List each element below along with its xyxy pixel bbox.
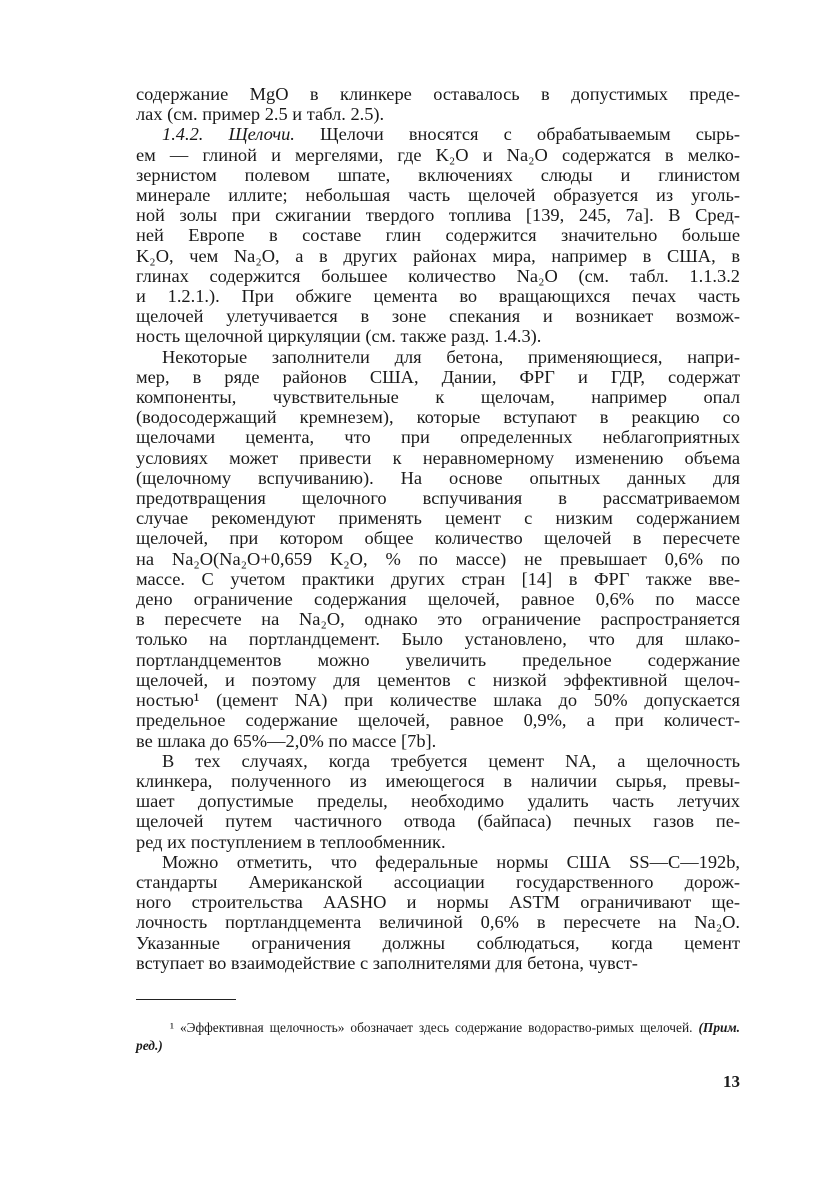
paragraph — [136, 751, 740, 852]
text-line — [136, 266, 740, 286]
text-line — [136, 407, 740, 427]
line-text: массе. С учетом практики других стран [14] в ФРГ также вве- — [136, 568, 740, 589]
line-text: стандарты Американской ассоциации государственного дорож- — [136, 871, 740, 892]
text-line — [136, 84, 740, 104]
text-line — [136, 326, 740, 346]
line-text: глинах содержится большее количество Na₂O (см. табл. 1.1.3.2 — [136, 265, 740, 286]
text-line — [136, 751, 740, 771]
footnote — [136, 1019, 740, 1055]
text-line — [136, 609, 740, 629]
line-text: Можно отметить, что федеральные нормы США SS—C—192b, — [162, 851, 740, 872]
text-line — [136, 367, 740, 387]
line-text: только на портландцемент. Было установлено, что для шлако- — [136, 629, 740, 650]
text-line — [136, 508, 740, 528]
line-text: зернистом полевом шпате, включениях слюды и глинистом — [136, 164, 740, 185]
text-line — [136, 569, 740, 589]
line-text: предотвращения щелочного вспучивания в рассматриваемом — [136, 488, 740, 509]
line-text: вступает во взаимодействие с заполнителями для бетона, чувст- — [136, 952, 638, 973]
text-line — [136, 145, 740, 165]
text-line — [136, 771, 740, 791]
line-text: Щелочи вносятся с обрабатываемым сырь- — [294, 124, 740, 145]
footnote-marker: ¹ — [170, 1020, 175, 1035]
text-line — [136, 306, 740, 326]
line-text: портландцементов можно увеличить предельное содержание — [136, 649, 740, 670]
footnote-text: «Эффективная щелочность» обозначает здесь содержание водораство-римых щелочей. — [179, 1020, 699, 1035]
text-line — [136, 347, 740, 367]
text-line — [136, 124, 740, 144]
text-line — [136, 791, 740, 811]
text-line — [136, 953, 740, 973]
text-line — [136, 488, 740, 508]
line-text: ве шлака до 65%—2,0% по массе [7b]. — [136, 730, 437, 751]
body-text — [136, 84, 740, 973]
line-text: щелочей, при котором общее количество щелочей в пересчете — [136, 528, 740, 549]
line-text: Указанные ограничения должны соблюдаться, когда цемент — [136, 932, 740, 953]
line-text: шает допустимые пределы, необходимо удалить часть летучих — [136, 791, 740, 812]
text-line — [136, 286, 740, 306]
paragraph — [136, 84, 740, 124]
text-line — [136, 528, 740, 548]
text-line — [136, 811, 740, 831]
text-line — [136, 731, 740, 751]
page-number: 13 — [723, 1072, 740, 1091]
line-text: щелочей улетучивается в зоне спекания и возникает возмож- — [136, 306, 740, 327]
line-text: клинкера, полученного из имеющегося в наличии сырья, превы- — [136, 770, 740, 791]
line-text: содержание MgO в клинкере оставалось в допустимых преде- — [136, 84, 740, 104]
line-text: и 1.2.1.). При обжиге цемента во вращающихся печах часть — [136, 286, 740, 307]
line-text: ней Европе в составе глин содержится значительно больше — [136, 225, 740, 246]
text-line — [136, 933, 740, 953]
line-text: (водосодержащий кремнезем), которые вступают в реакцию со — [136, 407, 740, 428]
line-text: ного строительства AASHO и нормы ASTM ограничивают ще- — [136, 892, 740, 913]
line-text: ред их поступлением в теплообменник. — [136, 831, 446, 852]
text-line — [136, 549, 740, 569]
line-text: ем — глиной и мергелями, где K₂O и Na₂O содержатся в мелко- — [136, 144, 740, 165]
text-line — [136, 246, 740, 266]
footnote-editor-note: (Прим. ред.) — [136, 1020, 740, 1053]
paragraph — [136, 852, 740, 973]
line-text: ность щелочной циркуляции (см. также разд. 1.4.3). — [136, 326, 542, 347]
text-line — [136, 448, 740, 468]
line-text: K₂O, чем Na₂O, а в других районах мира, например в США, в — [136, 245, 740, 266]
paragraph — [136, 124, 740, 346]
text-line — [136, 468, 740, 488]
text-line — [136, 892, 740, 912]
text-line — [136, 205, 740, 225]
text-line — [136, 427, 740, 447]
line-text: лочность портландцемента величиной 0,6% в пересчете на Na₂O. — [136, 912, 740, 933]
line-text: ной золы при сжигании твердого топлива [139, 245, 7а]. В Сред- — [136, 205, 740, 226]
section-heading: 1.4.2. Щелочи. — [162, 124, 295, 145]
line-text: В тех случаях, когда требуется цемент NA, а щелочность — [162, 750, 740, 771]
text-line — [136, 589, 740, 609]
line-text: условиях может привести к неравномерному изменению объема — [136, 447, 740, 468]
line-text: в пересчете на Na₂O, однако это ограничение распространяется — [136, 609, 740, 630]
line-text: случае рекомендуют применять цемент с низким содержанием — [136, 508, 740, 529]
text-line — [136, 165, 740, 185]
text-line — [136, 832, 740, 852]
line-text: предельное содержание щелочей, равное 0,9%, а при количест- — [136, 710, 740, 731]
line-text: лах (см. пример 2.5 и табл. 2.5). — [136, 104, 385, 125]
text-line — [136, 225, 740, 245]
text-line — [136, 650, 740, 670]
text-line — [136, 710, 740, 730]
line-text: щелочами цемента, что при определенных неблагоприятных — [136, 427, 740, 448]
text-line — [136, 185, 740, 205]
line-text: щелочей путем частичного отвода (байпаса) печных газов пе- — [136, 811, 740, 832]
text-line — [136, 872, 740, 892]
line-text: Некоторые заполнители для бетона, применяющиеся, напри- — [162, 346, 740, 367]
line-text: минерале иллите; небольшая часть щелочей образуется из уголь- — [136, 185, 740, 206]
text-line — [136, 852, 740, 872]
line-text: щелочей, и поэтому для цементов с низкой эффективной щелоч- — [136, 669, 740, 690]
line-text: ностью¹ (цемент NA) при количестве шлака до 50% допускается — [136, 690, 740, 711]
paragraph — [136, 347, 740, 751]
line-text: на Na₂O(Na₂O+0,659 K₂O, % по массе) не превышает 0,6% по — [136, 548, 740, 569]
line-text: компоненты, чувствительные к щелочам, например опал — [136, 387, 740, 408]
text-line — [136, 690, 740, 710]
text-line — [136, 912, 740, 932]
footnote-divider — [136, 999, 236, 1000]
line-text: (щелочному вспучиванию). На основе опытных данных для — [136, 467, 740, 488]
text-line — [136, 629, 740, 649]
text-line — [136, 104, 740, 124]
text-line — [136, 387, 740, 407]
line-text: мер, в ряде районов США, Дании, ФРГ и ГДР, содержат — [136, 366, 740, 387]
text-line — [136, 670, 740, 690]
line-text: дено ограничение содержания щелочей, равное 0,6% по массе — [136, 589, 740, 610]
